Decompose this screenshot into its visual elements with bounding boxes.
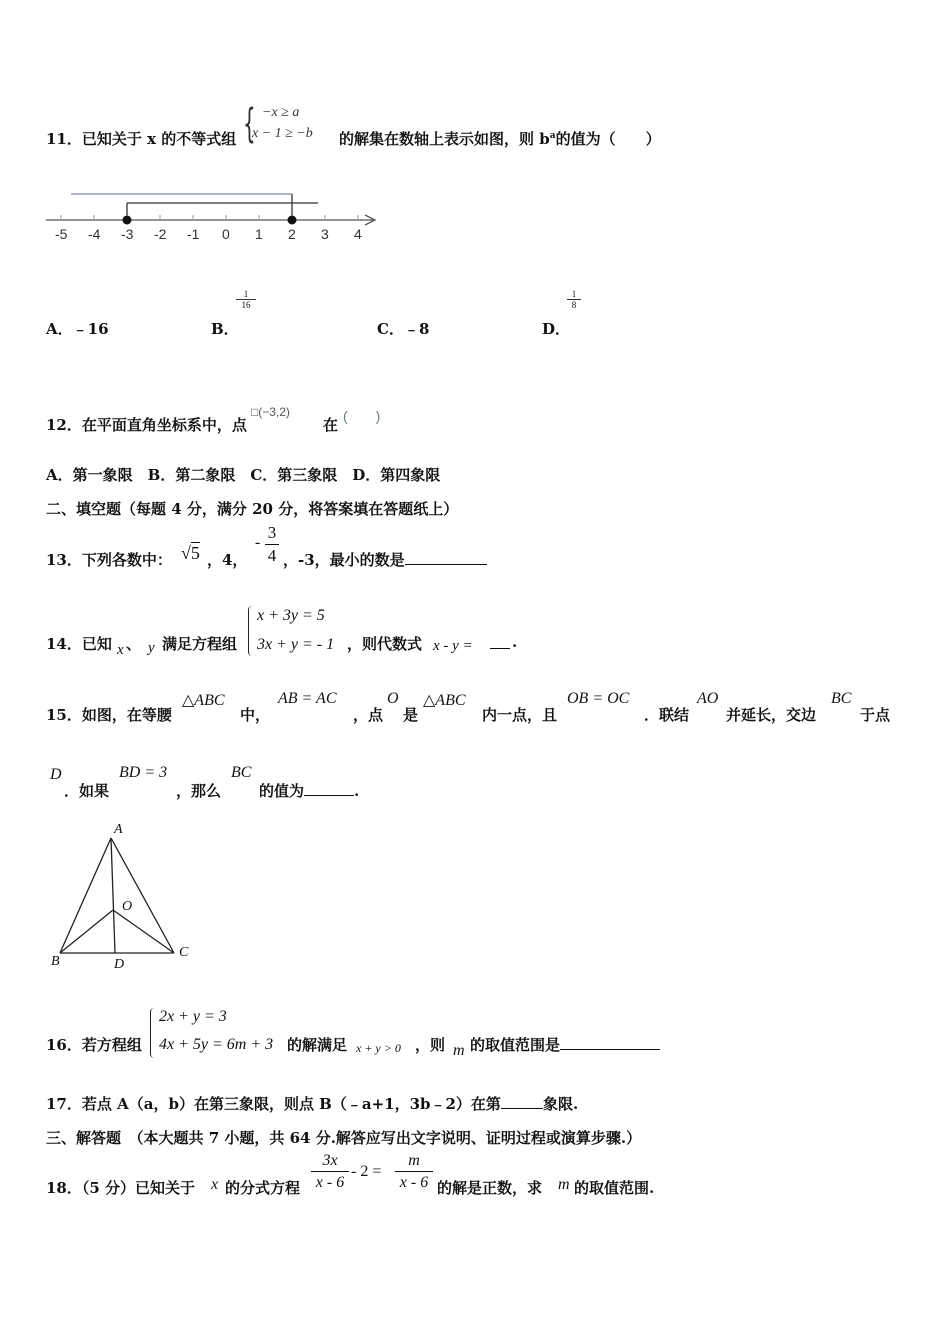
- q18-stem-pre: （5 分）已知关于: [81, 1179, 196, 1197]
- q11-number: 11．: [46, 130, 82, 148]
- q11-stem-pre: 已知关于 x 的不等式组: [81, 130, 237, 148]
- q11-option-d-fraction: [567, 289, 581, 311]
- section-3-heading: 三、解答题 （本大题共 7 小题，共 64 分.解答应写出文字说明、证明过程或演算步骤.）: [46, 1129, 642, 1147]
- q15-math-9: BD = 3: [119, 764, 168, 781]
- q16-system-brace: [150, 1008, 154, 1058]
- q18-fraction-2: [395, 1151, 433, 1194]
- q11-stem-post-text: 的解集在数轴上表示如图，则 b: [339, 130, 550, 148]
- q15-text-6: ．联结: [644, 706, 690, 724]
- q16-eq2: 4x + 5y = 6m + 3: [159, 1036, 274, 1053]
- q13-neg-sign: -: [255, 534, 261, 551]
- q16-condition: x + y > 0: [356, 1041, 401, 1055]
- q11-tick-labels: [40, 226, 385, 244]
- q14-line: [46, 633, 112, 654]
- q15-side-ab: [60, 838, 111, 953]
- q11-option-d-den: 8: [571, 300, 577, 310]
- q15-label-d: D: [114, 957, 125, 972]
- q11-option-d-label: D．: [542, 320, 571, 338]
- q15-math-10: BC: [231, 764, 252, 781]
- q15-answer-blank: [304, 781, 354, 796]
- section-2-heading: 二、填空题（每题 4 分，满分 20 分，将答案填在答题纸上）: [46, 500, 459, 518]
- q12-point-placeholder: □: [251, 405, 259, 419]
- q11-superscript: a: [549, 131, 556, 141]
- q16-stem-mid: 的解满足: [287, 1036, 348, 1054]
- q15-math-3: O: [387, 690, 399, 707]
- q15-text-9: ．如果: [64, 782, 110, 800]
- q14-stem-pre: 已知: [81, 635, 112, 653]
- q14-eq1: x + 3y = 5: [257, 607, 325, 624]
- q14-number: 14．: [46, 635, 82, 653]
- q15-end: .: [354, 782, 360, 800]
- q15-text-10: ，那么: [176, 782, 222, 800]
- q16-stem-post: [470, 1034, 660, 1055]
- q11-tick-label: -1: [187, 226, 200, 242]
- q13-fraction-den: 4: [267, 546, 277, 565]
- q15-math-7: BC: [831, 690, 852, 707]
- q11-tick-label: 1: [255, 226, 263, 242]
- q14-eq2: 3x + y = - 1: [257, 636, 335, 653]
- q15-text-11-label: 的值为: [259, 782, 305, 800]
- q13-sqrt-sign: √: [181, 543, 191, 563]
- q17-line: [46, 1093, 578, 1114]
- q12-point-coords: (−3,2): [258, 405, 290, 419]
- q15-math-4: △ABC: [423, 692, 466, 709]
- q15-text-5: 内一点，且: [482, 706, 558, 724]
- q14-dun: 、: [126, 635, 142, 653]
- q12-options: A．第一象限 B．第二象限 C．第三象限 D．第四象限: [46, 466, 441, 484]
- q11-tick-label: 0: [222, 226, 230, 242]
- q15-label-c: C: [179, 945, 189, 960]
- q16-var-m: m: [453, 1042, 465, 1059]
- q11-option-a: [46, 318, 109, 339]
- q18-fraction-2-num: m: [395, 1151, 433, 1172]
- q15-text-3: ，点: [353, 706, 384, 724]
- q18-fraction-1-den: x - 6: [315, 1174, 345, 1191]
- q17-post: 象限.: [542, 1095, 579, 1113]
- q13-stem-pre: 下列各数中：: [81, 551, 172, 569]
- q15-text-11: [259, 780, 359, 801]
- q14-expression: x - y =: [433, 638, 473, 654]
- q18-var-x: x: [211, 1176, 219, 1193]
- q13-stem-post: [283, 549, 487, 570]
- q11-option-c-value: ﹣8: [403, 320, 430, 338]
- q11-option-c: [377, 318, 429, 339]
- q16-stem-pre: 若方程组: [81, 1036, 142, 1054]
- q13-sep: ，4，: [207, 551, 248, 569]
- q15-text-7: 并延长，交边: [726, 706, 817, 724]
- q11-stem-post-text2: 的值为（ ）: [555, 130, 661, 148]
- q15-text-2: 中，: [240, 706, 271, 724]
- q15-math-6: AO: [697, 690, 719, 707]
- q14-stem-post: ，则代数式: [347, 635, 423, 653]
- q15-segment-ob: [60, 910, 113, 953]
- q11-option-d-num: 1: [567, 289, 581, 300]
- q12-stem-mid: 在: [323, 416, 339, 434]
- q12-point: [251, 405, 290, 419]
- q15-segment-oc: [113, 910, 174, 953]
- q13-fraction-num: 3: [265, 522, 279, 545]
- q16-text-2: ，则: [415, 1036, 446, 1054]
- q11-point-right: [288, 216, 297, 225]
- q11-point-left: [123, 216, 132, 225]
- q11-option-a-value: ﹣16: [72, 320, 109, 338]
- q15-label-o: O: [122, 899, 133, 914]
- q16-number: 16．: [46, 1036, 82, 1054]
- q13-fraction: [265, 522, 279, 567]
- q15-segment-ad: [111, 838, 115, 953]
- q11-tick-label: -3: [121, 226, 134, 242]
- q14-system-brace: [248, 606, 252, 656]
- q18-stem-post: 的解是正数，求: [437, 1179, 543, 1197]
- q11-tick-label: 3: [321, 226, 329, 242]
- q14-var-x: x: [117, 642, 124, 658]
- q11-line: [46, 128, 236, 149]
- q16-eq1: 2x + y = 3: [159, 1008, 227, 1025]
- q11-tick-label: -4: [88, 226, 101, 242]
- q13-answer-blank: [405, 550, 487, 565]
- q12-stem-pre: 在平面直角坐标系中，点: [81, 416, 247, 434]
- q11-option-b-num: 1: [236, 289, 256, 300]
- q12-number: 12．: [46, 416, 82, 434]
- q13-sqrt5: [181, 543, 200, 564]
- q18-end: 的取值范围.: [574, 1179, 655, 1197]
- q11-ticks: [61, 215, 358, 220]
- q15-line: [46, 704, 172, 725]
- q15-math-2: AB = AC: [278, 690, 337, 707]
- q11-option-b-den: 16: [241, 300, 251, 310]
- q18-minus-two: - 2 =: [351, 1163, 382, 1180]
- q15-text-8: 于点: [860, 706, 891, 724]
- q14-stem-mid: 满足方程组: [162, 635, 238, 653]
- q16-answer-blank: [560, 1035, 660, 1050]
- q17-answer-blank: [501, 1094, 543, 1109]
- q13-line: [46, 549, 172, 570]
- q12-answer-paren: ( ): [343, 408, 381, 424]
- q18-fraction-1: [311, 1151, 349, 1194]
- q18-fraction-2-den: x - 6: [399, 1174, 429, 1191]
- q15-label-b: B: [51, 954, 60, 969]
- q11-inequality-1: −x ≥ a: [262, 105, 300, 120]
- q18-stem-mid: 的分式方程: [225, 1179, 301, 1197]
- q13-stem-post-text: ，-3，最小的数是: [283, 551, 405, 569]
- q16-line: [46, 1034, 142, 1055]
- q15-triangle-figure: [40, 820, 200, 980]
- q11-system-brace: {: [243, 101, 256, 147]
- q14-answer-blank: [490, 648, 510, 649]
- q11-tick-label: -5: [55, 226, 68, 242]
- q13-number: 13．: [46, 551, 82, 569]
- q11-option-b-label: B．: [211, 320, 239, 338]
- q15-text-4: 是: [403, 706, 419, 724]
- q11-tick-label: 4: [354, 226, 362, 242]
- q11-inequality-2: x − 1 ≥ −b: [252, 126, 313, 141]
- q18-var-m: m: [558, 1176, 570, 1193]
- q15-math-8: D: [50, 766, 62, 783]
- q11-tick-label: 2: [288, 226, 296, 242]
- q15-side-ac: [111, 838, 174, 953]
- q15-label-a: A: [114, 822, 123, 837]
- q15-math-1: △ABC: [182, 692, 225, 709]
- q17-text: 17．若点 A（a，b）在第三象限，则点 B（﹣a+1，3b﹣2）在第: [46, 1095, 501, 1113]
- q18-line: [46, 1177, 195, 1198]
- q12-line: [46, 414, 247, 435]
- q15-number: 15．: [46, 706, 82, 724]
- q18-number: 18．: [46, 1179, 82, 1197]
- q11-option-a-label: A．: [46, 320, 73, 338]
- q11-option-b-fraction: [236, 289, 256, 311]
- q11-option-c-label: C．: [377, 320, 404, 338]
- q18-fraction-1-num: 3x: [311, 1151, 349, 1172]
- q11-tick-label: -2: [154, 226, 167, 242]
- q15-text-1: 如图，在等腰: [81, 706, 172, 724]
- q11-stem-post: [339, 128, 661, 149]
- q15-math-5: OB = OC: [567, 690, 630, 707]
- q13-radicand: 5: [190, 543, 200, 563]
- q14-var-y: y: [148, 640, 155, 656]
- q14-end: .: [512, 633, 518, 651]
- q16-stem-post-text: 的取值范围是: [470, 1036, 561, 1054]
